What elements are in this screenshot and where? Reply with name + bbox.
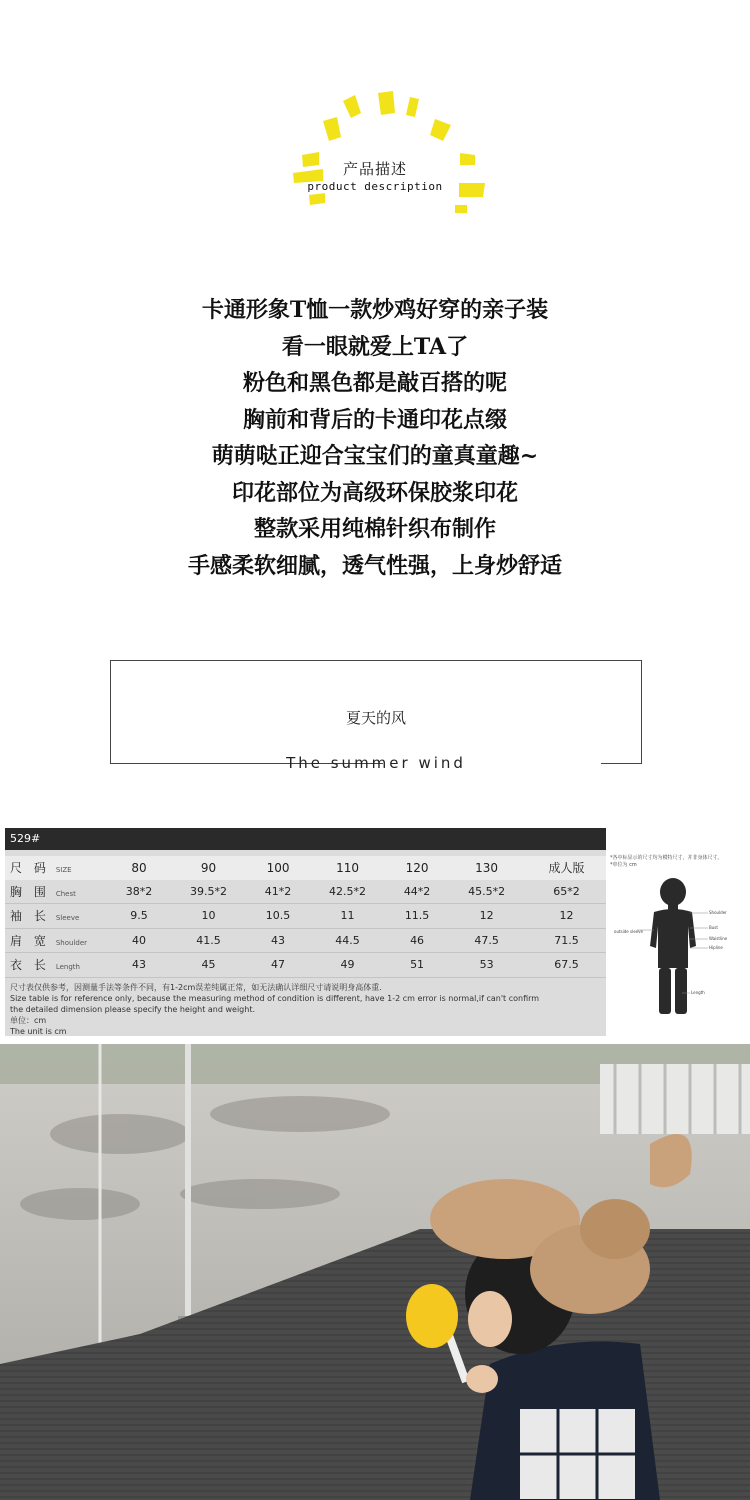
size-cell: 41.5 — [168, 928, 249, 953]
size-cell: 9.5 — [110, 904, 168, 929]
size-label-en: SIZE — [55, 866, 72, 875]
size-cell: 44.5 — [307, 928, 388, 953]
sunburst-decoration — [285, 85, 490, 220]
figure-label-sleeve: outside sleeve — [614, 929, 643, 934]
size-cell: 53 — [446, 953, 527, 978]
size-cell: 45.5*2 — [446, 880, 527, 904]
banner-title-en: The summer wind — [286, 754, 466, 772]
row-label-cn: 袖 长 — [10, 909, 50, 924]
figure-label-waistline: Waistline — [709, 936, 728, 941]
child-silhouette-figure — [612, 868, 750, 1023]
size-row-label — [5, 928, 110, 953]
size-row-label — [5, 953, 110, 978]
description-line: 卡通形象T恤一款炒鸡好穿的亲子装 — [201, 297, 549, 323]
size-cell: 42.5*2 — [307, 880, 388, 904]
row-label-en: Length — [55, 963, 80, 972]
size-cell: 51 — [388, 953, 446, 978]
size-note: 单位：cm — [10, 1016, 47, 1025]
product-description — [0, 292, 750, 584]
size-note: the detailed dimension please specify the height and weight. — [10, 1005, 256, 1014]
figure-label-hipline: Hipline — [709, 945, 723, 950]
description-line: 胸前和背后的卡通印花点缀 — [242, 406, 507, 433]
size-row-length — [5, 953, 606, 978]
size-cell: 41*2 — [249, 880, 307, 904]
row-label-en: Sleeve — [55, 914, 80, 923]
size-header-row — [5, 856, 606, 880]
size-header-cell: 130 — [446, 856, 527, 880]
size-note: Size table is for reference only, because the measuring method of condition is different, have 1-2 cm error is normal,if can't confirm — [10, 994, 540, 1003]
description-line: 粉色和黑色都是敲百搭的呢 — [242, 370, 507, 396]
description-line: 萌萌哒正迎合宝宝们的童真童趣~ — [211, 443, 539, 469]
size-header-cell: 110 — [307, 856, 388, 880]
size-cell: 44*2 — [388, 880, 446, 904]
size-cell: 47.5 — [446, 928, 527, 953]
size-header-cell: 80 — [110, 856, 168, 880]
size-header-cell: 成人版 — [527, 856, 606, 880]
size-header-cell: 120 — [388, 856, 446, 880]
row-label-cn: 衣 长 — [10, 958, 50, 973]
figure-label-length: Length — [691, 990, 705, 995]
size-cell: 47 — [249, 953, 307, 978]
size-row-label — [5, 880, 110, 904]
size-cell: 38*2 — [110, 880, 168, 904]
figure-note: *各中标显示的尺寸均为模特尺寸，并非身体尺寸。 — [610, 855, 723, 861]
size-note: 尺寸表仅供参考，因测量手法等条件不同，有1-2cm误差纯属正常，如无法确认详细尺寸请说明身高体重. — [10, 983, 382, 992]
size-cell: 10 — [168, 904, 249, 929]
description-line: 印花部位为高级环保胶浆印花 — [231, 479, 518, 506]
summer-wind-banner — [110, 660, 642, 764]
section-title-en: product description — [307, 180, 443, 193]
size-chart-code: 529# — [5, 828, 606, 850]
size-cell: 43 — [110, 953, 168, 978]
size-cell: 40 — [110, 928, 168, 953]
size-header-cell: 100 — [249, 856, 307, 880]
size-cell: 12 — [527, 904, 606, 929]
size-row-sleeve — [5, 904, 606, 929]
row-label-cn: 肩 宽 — [10, 933, 50, 948]
size-cell: 49 — [307, 953, 388, 978]
size-cell: 65*2 — [527, 880, 606, 904]
product-photo — [0, 1044, 750, 1500]
size-cell: 46 — [388, 928, 446, 953]
row-label-en: Shoulder — [55, 938, 87, 947]
size-row-shoulder — [5, 928, 606, 953]
row-label-en: Chest — [55, 889, 76, 898]
size-cell: 12 — [446, 904, 527, 929]
size-notes — [10, 982, 600, 1037]
description-line: 手感柔软细腻，透气性强，上身炒舒适 — [187, 552, 562, 579]
figure-label-bust: Bust — [709, 925, 718, 930]
size-cell: 45 — [168, 953, 249, 978]
size-header-cell: 90 — [168, 856, 249, 880]
size-cell: 10.5 — [249, 904, 307, 929]
size-cell: 71.5 — [527, 928, 606, 953]
description-line: 整款采用纯棉针织布制作 — [253, 516, 496, 542]
description-line: 看一眼就爱上TA了 — [281, 333, 469, 360]
size-cell: 67.5 — [527, 953, 606, 978]
figure-label-shoulder: Shoulder — [709, 910, 727, 915]
size-label-cn: 尺 码 — [10, 861, 50, 876]
row-label-cn: 胸 围 — [10, 884, 50, 899]
size-row-label — [5, 904, 110, 929]
size-cell: 11.5 — [388, 904, 446, 929]
size-table — [5, 856, 606, 978]
figure-notes — [610, 855, 750, 869]
size-cell: 43 — [249, 928, 307, 953]
size-row-chest — [5, 880, 606, 904]
banner-title-cn: 夏天的风 — [345, 709, 406, 727]
figure-note: *单位为 cm — [610, 862, 637, 868]
section-title-cn: 产品描述 — [342, 160, 407, 178]
size-cell: 11 — [307, 904, 388, 929]
size-row-label — [5, 856, 110, 880]
size-note: The unit is cm — [10, 1027, 67, 1036]
size-cell: 39.5*2 — [168, 880, 249, 904]
